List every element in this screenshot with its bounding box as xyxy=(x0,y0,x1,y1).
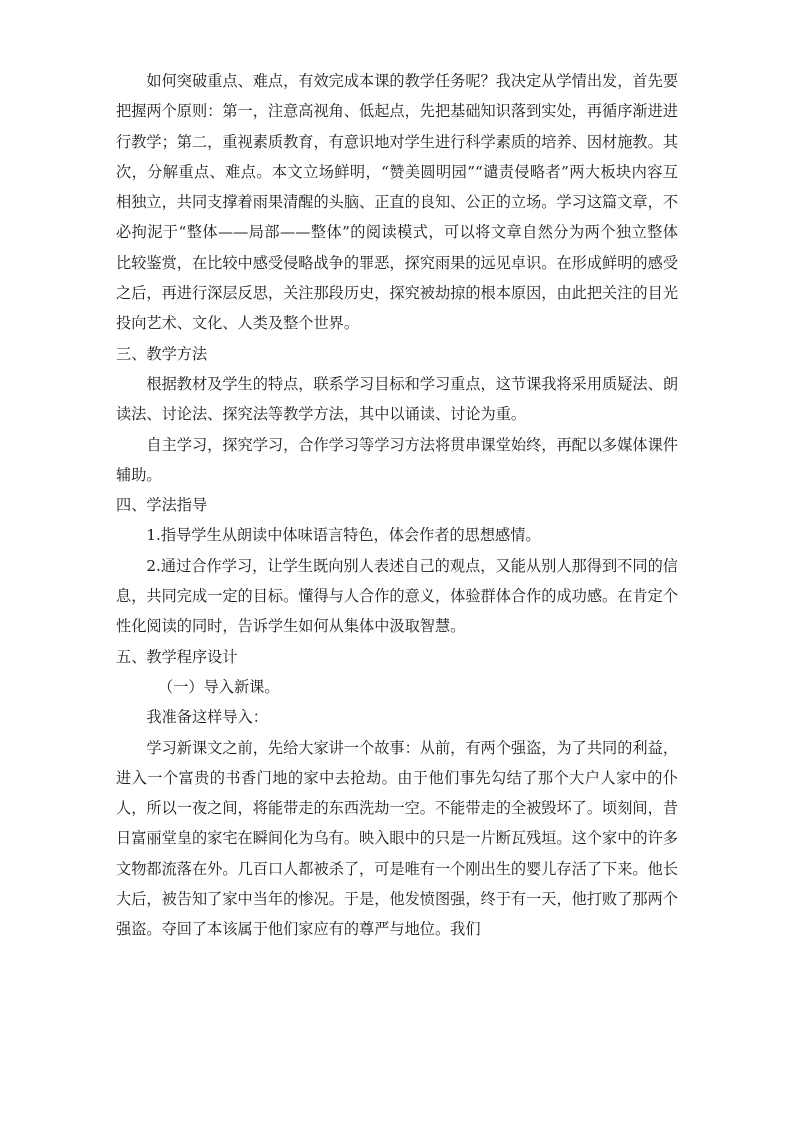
study-guidance-item-2: 2.通过合作学习，让学生既向别人表述自己的观点，又能从别人那得到不同的信息，共同完成一定的目标。懂得与人合作的意义，体验群体合作的成功感。在肯定个性化阅读的同时，告诉学生如何从集体中汲取智慧。 xyxy=(116,556,678,636)
subsection-heading-introduction: （一）导入新课。 xyxy=(158,677,280,696)
introduction-paragraph-2: 学习新课文之前，先给大家讲一个故事：从前，有两个强盗，为了共同的利益，进入一个富贵的书香门地的家中去抢劫。由于他们事先勾结了那个大户人家中的仆人，所以一夜之间，将能带走的东西洗劫一空。不能带走的全被毁坏了。顷刻间，昔日富丽堂皇的家宅在瞬间化为乌有。映入眼中的只是一片断瓦残垣。这个家中的许多文物都流落在外。几百口人都被杀了，可是唯有一个刚出生的婴儿存活了下来。他长大后，被告知了家中当年的惨况。于是，他发愤图强，终于有一天，他打败了那两个强盗。夺回了本该属于他们家应有的尊严与地位。我们 xyxy=(116,738,678,939)
study-guidance-item-1: 1.指导学生从朗读中体味语言特色，体会作者的思想感情。 xyxy=(146,526,541,545)
section-heading-teaching-methods: 三、教学方法 xyxy=(116,344,208,363)
teaching-methods-paragraph-1: 根据教材及学生的特点，联系学习目标和学习重点，这节课我将采用质疑法、朗读法、讨论法、探究法等教学方法，其中以诵读、讨论为重。 xyxy=(116,374,678,424)
section-heading-study-guidance: 四、学法指导 xyxy=(116,496,208,515)
introduction-paragraph-1: 我准备这样导入： xyxy=(146,708,268,727)
intro-paragraph: 如何突破重点、难点，有效完成本课的教学任务呢？我决定从学情出发，首先要把握两个原则：第一，注意高视角、低起点，先把基础知识落到实处，再循序渐进进行教学；第二，重视素质教育，有意识地对学生进行科学素质的培养、因材施教。其次，分解重点、难点。本文立场鲜明，“赞美圆明园”“谴责侵略者”两大板块内容互相独立，共同支撑着雨果清醒的头脑、正直的良知、公正的立场。学习这篇文章，不必拘泥于“整体——局部——整体”的阅读模式，可以将文章自然分为两个独立整体比较鉴赏，在比较中感受侵略战争的罪恶，探究雨果的远见卓识。在形成鲜明的感受之后，再进行深层反思，关注那段历史，探究被劫掠的根本原因，由此把关注的目光投向艺术、文化、人类及整个世界。 xyxy=(116,72,678,333)
teaching-methods-paragraph-2: 自主学习，探究学习，合作学习等学习方法将贯串课堂始终，再配以多媒体课件辅助。 xyxy=(116,435,678,484)
document-page xyxy=(116,66,678,945)
section-heading-procedure-design: 五、教学程序设计 xyxy=(116,647,238,666)
